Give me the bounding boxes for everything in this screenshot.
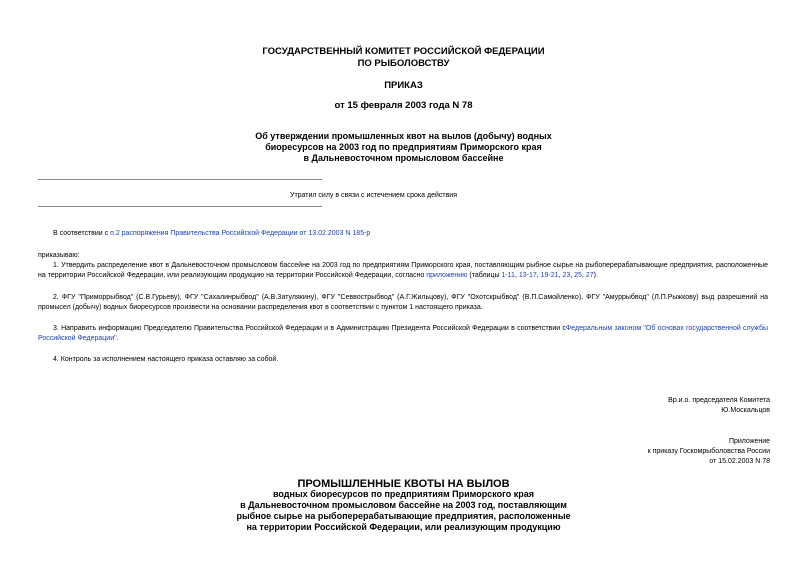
divider-top	[38, 179, 322, 180]
table-link-1[interactable]: 1-11	[501, 272, 515, 279]
table-link-2[interactable]: 13-17	[518, 272, 537, 279]
table-link-3[interactable]: 19-21	[540, 272, 559, 279]
item-3-text: 3. Направить информацию Председателю Правительства Российской Федерации и в Администрацию Президента Российской Федерации в соответствии с	[53, 325, 566, 332]
title-line-1: Об утверждении промышленных квот на вылов (добычу) водных	[255, 131, 552, 141]
table-link-4[interactable]: 23	[562, 272, 571, 279]
appendix-ref-3: от 15.02.2003 N 78	[709, 458, 770, 465]
item-1-text: 1. Утвердить распределение квот в Дальневосточном промысловом бассейне на 2003 год по предприятиям Приморского края, поставляющим рыбное сырье на рыбоперерабатывающие предприятия, расположенные на территории Российской Федерации, или реализующим продукцию на территории Российской Федерации, согласно	[38, 262, 768, 279]
decree-link[interactable]: п.2 распоряжения Правительства Российской Федерации от 13.02.2003 N 185-р	[110, 230, 371, 237]
title-line-2: биоресурсов на 2003 год по предприятиям Приморского края	[265, 142, 542, 152]
appendix-ref-2: к приказу Госкомрыболовства России	[647, 448, 770, 455]
appendix-title-5: на территории Российской Федерации, или реализующим продукцию	[246, 522, 561, 532]
order-word: приказываю:	[38, 252, 80, 259]
item-2: 2. ФГУ "Приморрыбвод" (С.В.Гурьеву), ФГУ "Сахалинрыбвод" (А.В.Затулякину), ФГУ "Севвострыбвод" (А.Г.Жильцову), ФГУ "Охотскрыбвод" (В.П.Самойленко), ФГУ "Амуррыбвод" (Л.П.Рыжкову) выд разрешений на промысел (добычу) водных биоресурсов произвести на основании распределения квот в соответствии с пунктом 1 настоящего приказа.	[38, 294, 768, 311]
appendix-link[interactable]: приложению	[426, 272, 468, 279]
signatory-name: Ю.Москальцов	[721, 407, 770, 414]
table-link-6[interactable]: 27	[585, 272, 594, 279]
item-1: 1. Утвердить распределение квот в Дальневосточном промысловом бассейне на 2003 год по предприятиям Приморского края, поставляющим рыбное сырье на рыбоперерабатывающие предприятия, расположенные на территории Российской Федерации, или реализующим продукцию на территории Российской Федерации, согласно приложению (таблицы 1-11, 13-17, 19-21, 23, 25, 27).	[38, 262, 768, 279]
appendix-title-2: водных биоресурсов по предприятиям Приморского края	[273, 489, 534, 499]
document-date: от 15 февраля 2003 года N 78	[334, 100, 473, 111]
appendix-title-3: в Дальневосточном промысловом бассейне на 2003 год, поставляющим	[240, 500, 567, 510]
document-type: ПРИКАЗ	[384, 80, 423, 91]
preamble	[53, 229, 773, 239]
status-note: Утратил силу в связи с истечением срока действия	[290, 192, 457, 199]
table-link-5[interactable]: 25	[574, 272, 582, 279]
issuer-line-2: ПО РЫБОЛОВСТВУ	[357, 58, 450, 69]
federal-law-link[interactable]: Федеральным законом "Об основах государственной службы Российской Федерации"	[38, 325, 768, 342]
item-3-end: .	[116, 335, 119, 342]
appendix-title-1: ПРОМЫШЛЕННЫЕ КВОТЫ НА ВЫЛОВ	[297, 478, 510, 490]
tables-close: ).	[593, 272, 598, 279]
issuer-line-1: ГОСУДАРСТВЕННЫЙ КОМИТЕТ РОССИЙСКОЙ ФЕДЕРАЦИИ	[262, 46, 545, 57]
title-line-3: в Дальневосточном промысловом бассейне	[303, 153, 504, 163]
signatory-position: Вр.и.о. председателя Комитета	[668, 397, 770, 404]
divider-bottom	[38, 206, 322, 207]
item-4: 4. Контроль за исполнением настоящего приказа оставляю за собой.	[53, 356, 279, 363]
item-3	[38, 324, 768, 344]
appendix-title-4: рыбное сырье на рыбоперерабатывающие предприятия, расположенные	[236, 511, 571, 521]
appendix-ref-1: Приложение	[728, 438, 770, 445]
tables-open: (таблицы	[467, 272, 502, 279]
preamble-prefix: В соответствии с	[53, 230, 111, 237]
